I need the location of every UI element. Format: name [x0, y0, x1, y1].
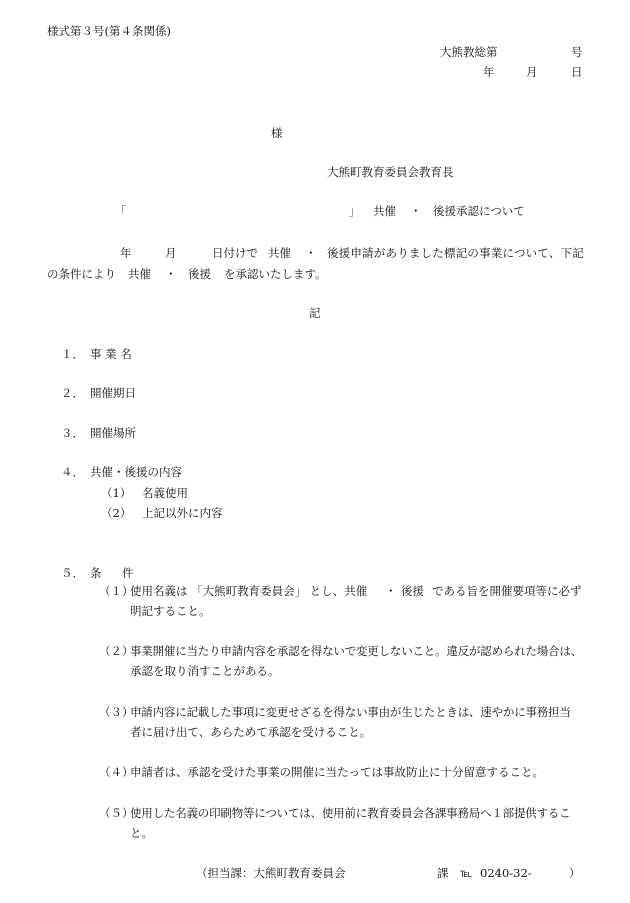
date-month: 月: [526, 65, 538, 79]
conditions-label-1: 条: [90, 566, 102, 580]
subitem-number: （1）: [101, 486, 132, 500]
intro-year: 年: [120, 246, 132, 260]
item-number: １．: [61, 347, 84, 361]
office-number-prefix: 大熊教総第: [440, 45, 498, 59]
item-label: 開催期日: [90, 386, 136, 400]
intro-kyosai2: 共催: [128, 267, 151, 281]
intro-line2-start: の条件により: [47, 267, 116, 281]
subject-koen: 後援承認について: [433, 204, 525, 218]
condition-1-line1c: である旨を開催要項等に必ず: [432, 584, 582, 598]
condition-1-line1b: 後援: [401, 584, 424, 598]
intro-dot2: ・: [165, 267, 177, 281]
phone-icon: ℡: [460, 866, 473, 880]
addressee-honorific: 様: [271, 126, 283, 140]
condition-2-line2: 承認を取り消すことがある。: [130, 664, 280, 678]
date-day: 日: [571, 65, 583, 79]
sender-name: 大熊町教育委員会教育長: [327, 165, 454, 179]
item-number: ４．: [61, 465, 84, 479]
item-number: ３．: [61, 426, 84, 440]
condition-number: （１）: [99, 584, 134, 598]
item-label: 共催・後援の内容: [90, 465, 182, 479]
condition-number: （２）: [99, 644, 134, 658]
conditions-label-2: 件: [122, 566, 134, 580]
date-year: 年: [483, 65, 495, 79]
subject-dot: ・: [410, 204, 422, 218]
item-label: 事 業 名: [90, 347, 132, 361]
intro-line2-rest: を承認いたします。: [224, 267, 327, 281]
intro-month: 月: [165, 246, 177, 260]
subitem-number: （2）: [101, 506, 132, 520]
item-label: 開催場所: [90, 426, 136, 440]
office-number-suffix: 号: [571, 45, 583, 59]
condition-1-dot: ・: [385, 584, 397, 598]
subject-close-bracket: 」: [349, 204, 361, 218]
condition-4-line1: 申請者は、承認を受けた事業の開催に当たっては事故防止に十分留意すること。: [130, 765, 544, 779]
item-number: ２．: [61, 386, 84, 400]
footer-close: ）: [569, 866, 581, 880]
condition-3-line2: 者に届け出て、あらためて承認を受けること。: [130, 725, 372, 739]
subitem-label: 名義使用: [142, 486, 188, 500]
intro-line1-rest: 後援申請がありました標記の事業について、下記: [327, 246, 584, 260]
condition-2-line1: 事業開催に当たり申請内容を承認を得ないで変更しないこと。違反が認められた場合は、: [130, 644, 582, 658]
condition-number: （４）: [99, 765, 134, 779]
intro-kyosai: 共催: [268, 246, 291, 260]
intro-dot: ・: [305, 246, 317, 260]
condition-number: （３）: [99, 705, 134, 719]
footer-contact-dept: （担当課：大熊町教育委員会: [196, 866, 346, 880]
condition-number: （５）: [99, 806, 134, 820]
intro-date-phrase: 日付けで: [212, 246, 258, 260]
intro-koen2: 後援: [188, 267, 211, 281]
footer-tel: 0240-32-: [480, 866, 532, 880]
conditions-number: ５．: [61, 566, 84, 580]
subject-kyosai: 共催: [373, 204, 396, 218]
condition-3-line1: 申請内容に記載した事項に変更せざるを得ない事由が生じたときは、速やかに事務担当: [130, 705, 571, 719]
ki-heading: 記: [309, 306, 321, 320]
condition-5-line2: と。: [130, 826, 153, 840]
condition-1-line2: 明記すること。: [130, 604, 211, 618]
subject-open-bracket: 「: [115, 204, 127, 218]
subitem-label: 上記以外に内容: [142, 506, 223, 520]
footer-ka: 課: [437, 866, 449, 880]
form-number: 様式第３号(第４条関係): [47, 24, 171, 38]
condition-5-line1: 使用した名義の印刷物等については、使用前に教育委員会各課事務局へ１部提供するこ: [130, 806, 571, 820]
condition-1-line1a: 使用名義は 「大熊町教育委員会」 とし、共催: [130, 584, 368, 598]
